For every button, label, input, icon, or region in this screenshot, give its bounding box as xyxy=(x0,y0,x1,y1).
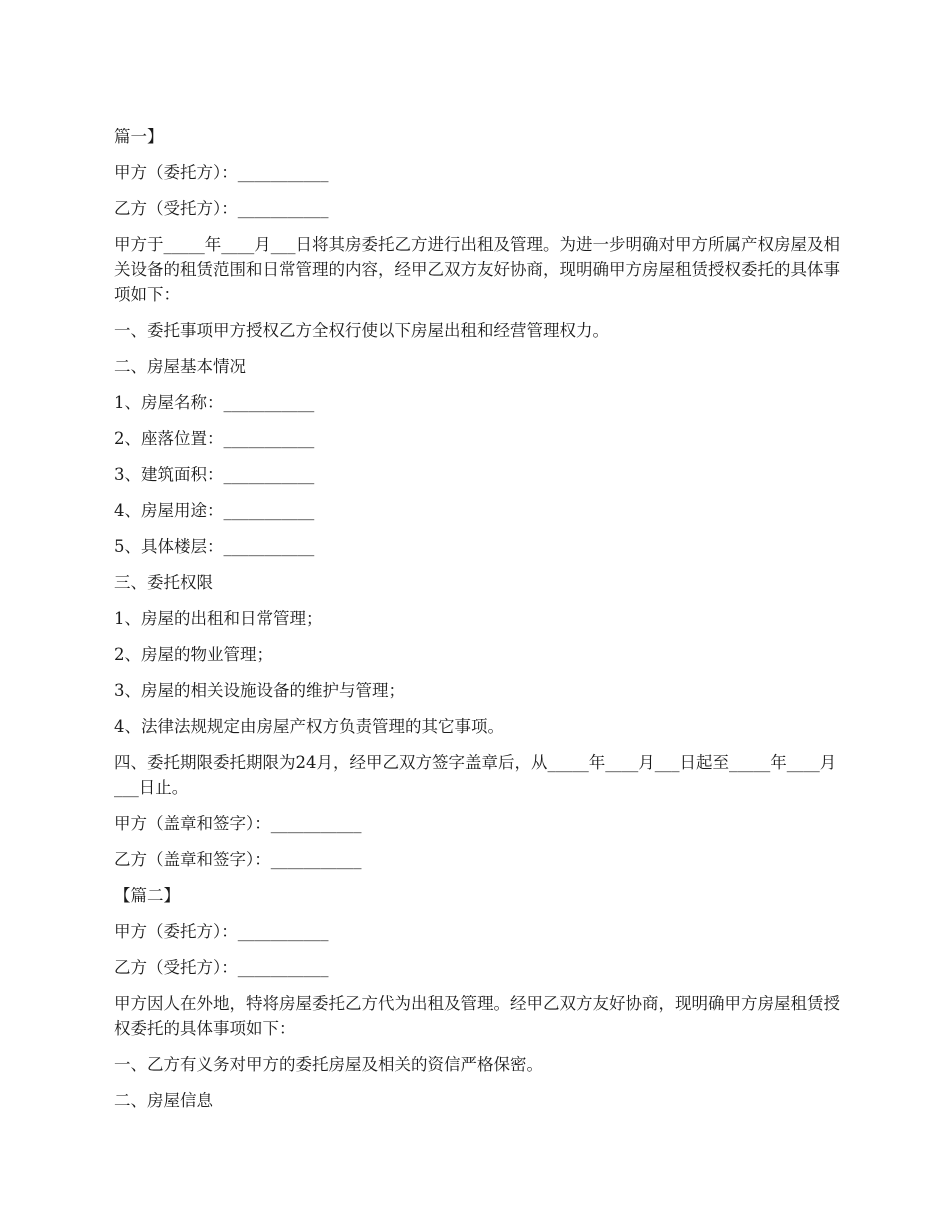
clause-3-heading: 三、委托权限 xyxy=(114,573,213,592)
party-b-signature-field: 乙方（盖章和签字）：___________ xyxy=(114,850,362,869)
house-usage-field: 4、房屋用途：___________ xyxy=(114,501,315,520)
party-b-agent-field-2: 乙方（受托方）：___________ xyxy=(114,958,329,977)
authority-item-3: 3、房屋的相关设施设备的维护与管理； xyxy=(114,681,405,700)
authority-item-1: 1、房屋的出租和日常管理； xyxy=(114,609,323,628)
authority-item-2: 2、房屋的物业管理； xyxy=(114,645,273,664)
clause-2-heading: 二、房屋基本情况 xyxy=(114,357,246,376)
clause-4-term: 四、委托期限委托期限为24月，经甲乙双方签字盖章后，从_____年____月___日起至_____年____月___日止。 xyxy=(114,753,837,797)
party-a-signature-field: 甲方（盖章和签字）：___________ xyxy=(114,814,362,833)
clause-1-entrusted-matters: 一、委托事项甲方授权乙方全权行使以下房屋出租和经营管理权力。 xyxy=(114,321,609,340)
authority-item-4: 4、法律法规规定由房屋产权方负责管理的其它事项。 xyxy=(114,717,504,736)
section-heading-part-two: 【篇二】 xyxy=(114,886,180,905)
party-a-principal-field: 甲方（委托方）：___________ xyxy=(114,163,329,182)
party-a-principal-field-2: 甲方（委托方）：___________ xyxy=(114,922,329,941)
intro-paragraph-2: 甲方因人在外地，特将房屋委托乙方代为出租及管理。经甲乙双方友好协商，现明确甲方房屋租赁授权委托的具体事项如下： xyxy=(114,994,840,1038)
house-name-field: 1、房屋名称：___________ xyxy=(114,393,315,412)
floor-area-field: 3、建筑面积：___________ xyxy=(114,465,315,484)
clause-1-confidentiality: 一、乙方有义务对甲方的委托房屋及相关的资信严格保密。 xyxy=(114,1055,543,1074)
document-body xyxy=(114,124,844,1124)
clause-2-house-info-heading: 二、房屋信息 xyxy=(114,1091,213,1110)
intro-paragraph: 甲方于_____年____月___日将其房委托乙方进行出租及管理。为进一步明确对甲方所属产权房屋及相关设备的租赁范围和日常管理的内容，经甲乙双方友好协商，现明确甲方房屋租赁授权委托的具体事项如下： xyxy=(114,235,840,304)
house-location-field: 2、座落位置：___________ xyxy=(114,429,315,448)
floor-level-field: 5、具体楼层：___________ xyxy=(114,537,315,556)
party-b-agent-field: 乙方（受托方）：___________ xyxy=(114,199,329,218)
section-heading-part-one: 篇一】 xyxy=(114,127,164,146)
